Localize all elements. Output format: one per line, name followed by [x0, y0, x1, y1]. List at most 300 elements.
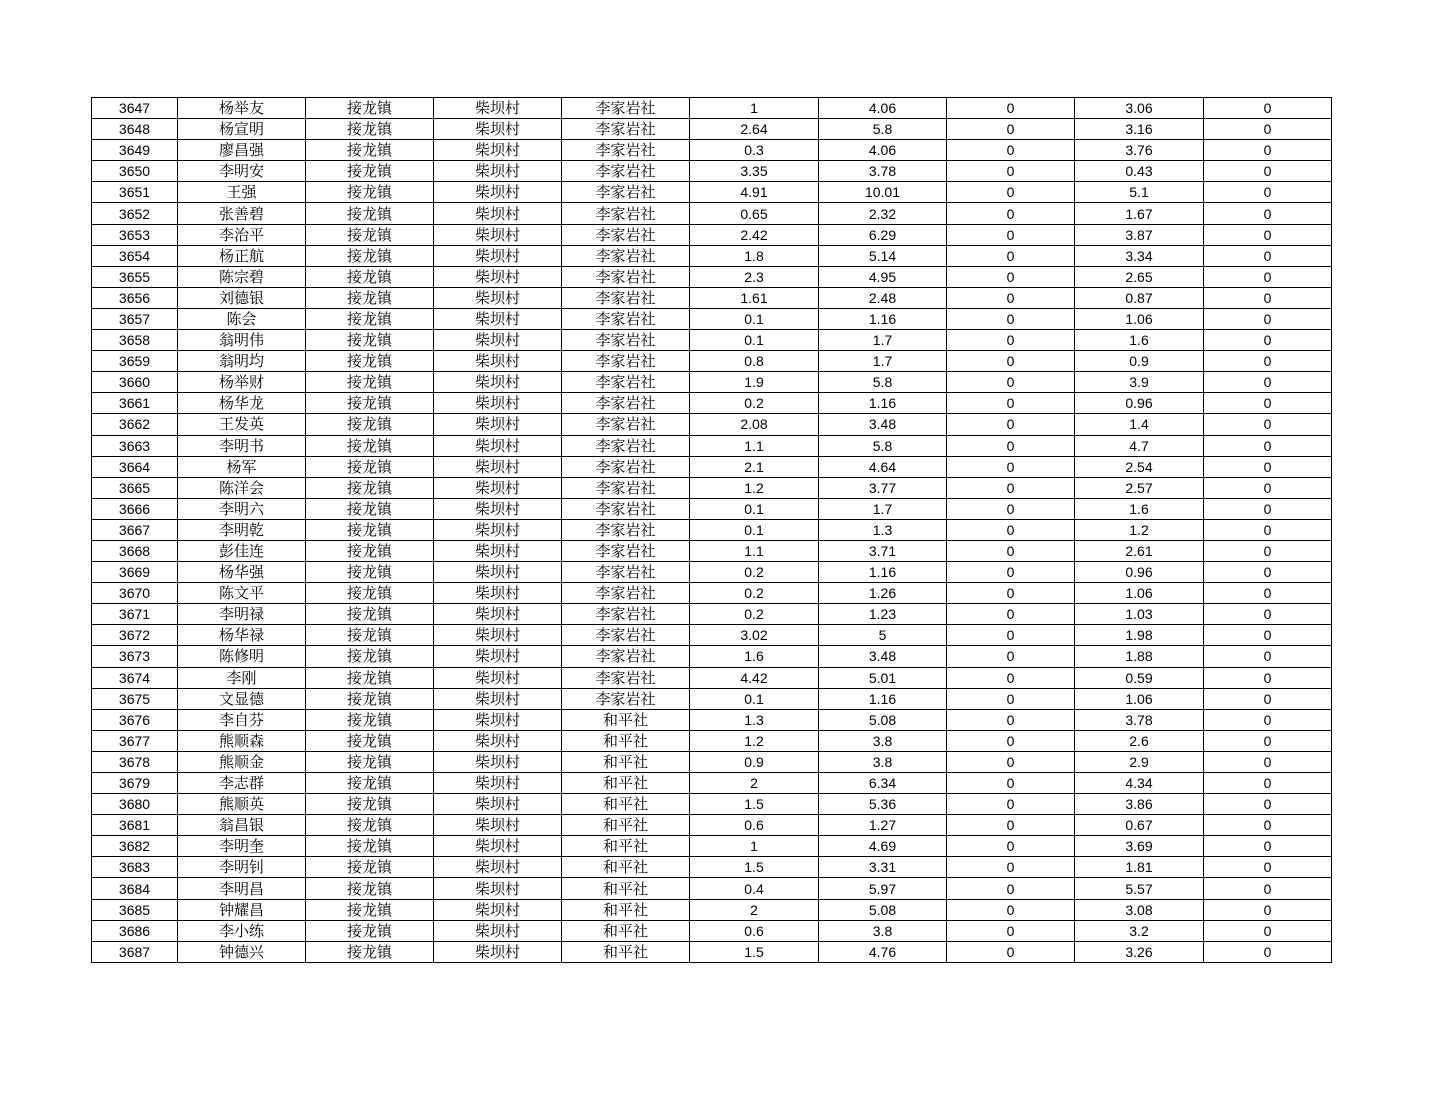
cell-row-number: 3686	[92, 920, 178, 941]
cell-value-e: 0	[1204, 245, 1332, 266]
cell-village: 柴坝村	[434, 330, 562, 351]
cell-value-c: 0	[947, 688, 1075, 709]
cell-town: 接龙镇	[306, 351, 434, 372]
cell-village: 柴坝村	[434, 140, 562, 161]
cell-row-number: 3655	[92, 266, 178, 287]
cell-value-e: 0	[1204, 730, 1332, 751]
cell-community: 李家岩社	[562, 583, 690, 604]
cell-name: 李小练	[178, 920, 306, 941]
cell-value-c: 0	[947, 498, 1075, 519]
cell-value-a: 1.5	[690, 794, 819, 815]
table-row	[92, 625, 1332, 646]
cell-value-d: 3.08	[1075, 899, 1204, 920]
cell-row-number: 3665	[92, 477, 178, 498]
cell-row-number: 3677	[92, 730, 178, 751]
cell-village: 柴坝村	[434, 604, 562, 625]
table-row	[92, 583, 1332, 604]
cell-name: 杨华强	[178, 562, 306, 583]
cell-community: 李家岩社	[562, 540, 690, 561]
cell-name: 李自芬	[178, 709, 306, 730]
cell-community: 李家岩社	[562, 456, 690, 477]
table-row	[92, 98, 1332, 119]
cell-village: 柴坝村	[434, 393, 562, 414]
cell-town: 接龙镇	[306, 625, 434, 646]
cell-row-number: 3687	[92, 941, 178, 962]
cell-village: 柴坝村	[434, 308, 562, 329]
cell-row-number: 3679	[92, 773, 178, 794]
table-row	[92, 498, 1332, 519]
table-row	[92, 857, 1332, 878]
cell-name: 李明书	[178, 435, 306, 456]
cell-value-c: 0	[947, 287, 1075, 308]
cell-value-b: 2.32	[819, 203, 947, 224]
cell-town: 接龙镇	[306, 941, 434, 962]
cell-town: 接龙镇	[306, 920, 434, 941]
cell-row-number: 3648	[92, 119, 178, 140]
cell-town: 接龙镇	[306, 583, 434, 604]
cell-community: 李家岩社	[562, 519, 690, 540]
cell-value-a: 0.9	[690, 751, 819, 772]
table-row	[92, 519, 1332, 540]
cell-community: 李家岩社	[562, 477, 690, 498]
cell-value-c: 0	[947, 773, 1075, 794]
cell-value-d: 3.69	[1075, 836, 1204, 857]
cell-value-d: 5.57	[1075, 878, 1204, 899]
cell-value-a: 2	[690, 899, 819, 920]
cell-value-d: 3.16	[1075, 119, 1204, 140]
cell-value-c: 0	[947, 393, 1075, 414]
cell-value-c: 0	[947, 878, 1075, 899]
cell-name: 钟德兴	[178, 941, 306, 962]
cell-row-number: 3683	[92, 857, 178, 878]
cell-value-d: 1.06	[1075, 688, 1204, 709]
cell-village: 柴坝村	[434, 751, 562, 772]
cell-town: 接龙镇	[306, 815, 434, 836]
cell-value-c: 0	[947, 667, 1075, 688]
cell-village: 柴坝村	[434, 878, 562, 899]
cell-value-b: 4.95	[819, 266, 947, 287]
cell-value-e: 0	[1204, 372, 1332, 393]
cell-value-b: 1.16	[819, 688, 947, 709]
cell-value-b: 5.36	[819, 794, 947, 815]
cell-value-c: 0	[947, 224, 1075, 245]
table-row	[92, 878, 1332, 899]
table-row	[92, 351, 1332, 372]
table-row	[92, 456, 1332, 477]
cell-name: 李刚	[178, 667, 306, 688]
cell-value-b: 3.8	[819, 751, 947, 772]
cell-row-number: 3664	[92, 456, 178, 477]
cell-value-e: 0	[1204, 161, 1332, 182]
cell-value-d: 1.2	[1075, 519, 1204, 540]
cell-value-b: 4.76	[819, 941, 947, 962]
cell-value-a: 2.3	[690, 266, 819, 287]
cell-value-e: 0	[1204, 562, 1332, 583]
cell-value-c: 0	[947, 730, 1075, 751]
cell-row-number: 3678	[92, 751, 178, 772]
cell-value-b: 3.8	[819, 920, 947, 941]
cell-value-a: 0.6	[690, 815, 819, 836]
cell-community: 和平社	[562, 709, 690, 730]
table-row	[92, 688, 1332, 709]
cell-value-b: 3.31	[819, 857, 947, 878]
cell-row-number: 3654	[92, 245, 178, 266]
cell-value-b: 5.97	[819, 878, 947, 899]
cell-row-number: 3651	[92, 182, 178, 203]
table-row	[92, 182, 1332, 203]
cell-value-b: 3.48	[819, 414, 947, 435]
cell-village: 柴坝村	[434, 372, 562, 393]
cell-name: 翁明伟	[178, 330, 306, 351]
cell-value-d: 0.59	[1075, 667, 1204, 688]
cell-value-a: 4.91	[690, 182, 819, 203]
cell-value-c: 0	[947, 119, 1075, 140]
cell-value-c: 0	[947, 920, 1075, 941]
cell-village: 柴坝村	[434, 583, 562, 604]
cell-value-b: 5.8	[819, 435, 947, 456]
cell-value-a: 1	[690, 836, 819, 857]
cell-name: 李明昌	[178, 878, 306, 899]
cell-row-number: 3663	[92, 435, 178, 456]
cell-value-a: 0.1	[690, 519, 819, 540]
cell-value-d: 1.81	[1075, 857, 1204, 878]
cell-village: 柴坝村	[434, 688, 562, 709]
cell-community: 李家岩社	[562, 245, 690, 266]
cell-value-d: 3.26	[1075, 941, 1204, 962]
cell-value-b: 5.08	[819, 899, 947, 920]
cell-town: 接龙镇	[306, 224, 434, 245]
cell-value-e: 0	[1204, 583, 1332, 604]
cell-row-number: 3653	[92, 224, 178, 245]
cell-value-e: 0	[1204, 477, 1332, 498]
cell-value-d: 3.78	[1075, 709, 1204, 730]
cell-name: 刘德银	[178, 287, 306, 308]
cell-value-a: 1.2	[690, 477, 819, 498]
cell-town: 接龙镇	[306, 646, 434, 667]
cell-value-b: 1.7	[819, 498, 947, 519]
cell-value-e: 0	[1204, 435, 1332, 456]
table-row	[92, 266, 1332, 287]
cell-value-d: 3.76	[1075, 140, 1204, 161]
cell-name: 杨正航	[178, 245, 306, 266]
cell-town: 接龙镇	[306, 266, 434, 287]
cell-name: 杨宣明	[178, 119, 306, 140]
cell-value-e: 0	[1204, 287, 1332, 308]
cell-community: 李家岩社	[562, 182, 690, 203]
cell-value-a: 2.42	[690, 224, 819, 245]
cell-community: 李家岩社	[562, 393, 690, 414]
cell-community: 和平社	[562, 836, 690, 857]
cell-value-c: 0	[947, 604, 1075, 625]
cell-value-a: 1.61	[690, 287, 819, 308]
table-row	[92, 414, 1332, 435]
cell-value-d: 0.67	[1075, 815, 1204, 836]
cell-value-e: 0	[1204, 266, 1332, 287]
cell-name: 杨举友	[178, 98, 306, 119]
cell-value-b: 5.08	[819, 709, 947, 730]
cell-value-b: 2.48	[819, 287, 947, 308]
cell-value-e: 0	[1204, 836, 1332, 857]
cell-value-d: 4.7	[1075, 435, 1204, 456]
cell-value-d: 0.43	[1075, 161, 1204, 182]
cell-row-number: 3649	[92, 140, 178, 161]
cell-value-b: 6.34	[819, 773, 947, 794]
cell-value-e: 0	[1204, 98, 1332, 119]
cell-row-number: 3660	[92, 372, 178, 393]
cell-value-b: 1.23	[819, 604, 947, 625]
table-row	[92, 372, 1332, 393]
cell-row-number: 3658	[92, 330, 178, 351]
cell-village: 柴坝村	[434, 287, 562, 308]
cell-name: 李明乾	[178, 519, 306, 540]
cell-town: 接龙镇	[306, 287, 434, 308]
cell-value-e: 0	[1204, 604, 1332, 625]
cell-town: 接龙镇	[306, 498, 434, 519]
cell-value-a: 3.35	[690, 161, 819, 182]
cell-town: 接龙镇	[306, 456, 434, 477]
cell-village: 柴坝村	[434, 456, 562, 477]
cell-value-e: 0	[1204, 667, 1332, 688]
cell-village: 柴坝村	[434, 161, 562, 182]
cell-row-number: 3676	[92, 709, 178, 730]
cell-town: 接龙镇	[306, 393, 434, 414]
cell-community: 李家岩社	[562, 625, 690, 646]
cell-value-d: 1.06	[1075, 583, 1204, 604]
cell-name: 李志群	[178, 773, 306, 794]
cell-value-a: 0.2	[690, 583, 819, 604]
cell-town: 接龙镇	[306, 119, 434, 140]
cell-name: 陈修明	[178, 646, 306, 667]
cell-community: 和平社	[562, 899, 690, 920]
cell-value-a: 0.3	[690, 140, 819, 161]
data-table	[91, 97, 1332, 963]
cell-village: 柴坝村	[434, 815, 562, 836]
cell-value-e: 0	[1204, 625, 1332, 646]
cell-value-e: 0	[1204, 140, 1332, 161]
cell-value-c: 0	[947, 519, 1075, 540]
cell-value-b: 1.7	[819, 330, 947, 351]
cell-village: 柴坝村	[434, 857, 562, 878]
cell-row-number: 3647	[92, 98, 178, 119]
cell-town: 接龙镇	[306, 98, 434, 119]
cell-town: 接龙镇	[306, 878, 434, 899]
table-row	[92, 667, 1332, 688]
cell-value-a: 1.3	[690, 709, 819, 730]
cell-community: 和平社	[562, 730, 690, 751]
cell-name: 张善碧	[178, 203, 306, 224]
table-row	[92, 435, 1332, 456]
cell-name: 陈洋会	[178, 477, 306, 498]
cell-community: 李家岩社	[562, 224, 690, 245]
cell-value-c: 0	[947, 751, 1075, 772]
cell-community: 李家岩社	[562, 604, 690, 625]
cell-value-e: 0	[1204, 794, 1332, 815]
cell-name: 李明安	[178, 161, 306, 182]
cell-village: 柴坝村	[434, 351, 562, 372]
cell-community: 和平社	[562, 773, 690, 794]
cell-value-e: 0	[1204, 414, 1332, 435]
cell-village: 柴坝村	[434, 730, 562, 751]
cell-town: 接龙镇	[306, 161, 434, 182]
cell-value-b: 1.3	[819, 519, 947, 540]
cell-value-c: 0	[947, 562, 1075, 583]
cell-value-e: 0	[1204, 182, 1332, 203]
table-row	[92, 815, 1332, 836]
cell-value-a: 1.1	[690, 540, 819, 561]
cell-value-c: 0	[947, 456, 1075, 477]
cell-value-d: 0.9	[1075, 351, 1204, 372]
cell-value-e: 0	[1204, 519, 1332, 540]
cell-row-number: 3684	[92, 878, 178, 899]
cell-value-e: 0	[1204, 308, 1332, 329]
cell-village: 柴坝村	[434, 266, 562, 287]
cell-town: 接龙镇	[306, 182, 434, 203]
cell-value-a: 3.02	[690, 625, 819, 646]
cell-community: 李家岩社	[562, 351, 690, 372]
cell-village: 柴坝村	[434, 519, 562, 540]
cell-value-b: 6.29	[819, 224, 947, 245]
cell-value-c: 0	[947, 857, 1075, 878]
cell-value-d: 2.54	[1075, 456, 1204, 477]
cell-community: 和平社	[562, 751, 690, 772]
cell-value-a: 1.5	[690, 857, 819, 878]
cell-community: 李家岩社	[562, 308, 690, 329]
table-row	[92, 836, 1332, 857]
cell-village: 柴坝村	[434, 498, 562, 519]
table-row	[92, 899, 1332, 920]
table-row	[92, 203, 1332, 224]
cell-value-a: 1.1	[690, 435, 819, 456]
cell-value-d: 3.34	[1075, 245, 1204, 266]
cell-town: 接龙镇	[306, 203, 434, 224]
cell-value-d: 1.88	[1075, 646, 1204, 667]
cell-value-e: 0	[1204, 920, 1332, 941]
cell-town: 接龙镇	[306, 709, 434, 730]
cell-village: 柴坝村	[434, 203, 562, 224]
cell-town: 接龙镇	[306, 751, 434, 772]
table-row	[92, 119, 1332, 140]
cell-value-a: 1.6	[690, 646, 819, 667]
cell-town: 接龙镇	[306, 519, 434, 540]
cell-name: 李明六	[178, 498, 306, 519]
cell-village: 柴坝村	[434, 773, 562, 794]
cell-value-d: 3.9	[1075, 372, 1204, 393]
cell-community: 李家岩社	[562, 203, 690, 224]
cell-row-number: 3662	[92, 414, 178, 435]
cell-value-c: 0	[947, 625, 1075, 646]
table-row	[92, 161, 1332, 182]
cell-village: 柴坝村	[434, 245, 562, 266]
cell-village: 柴坝村	[434, 709, 562, 730]
cell-name: 翁昌银	[178, 815, 306, 836]
table-row	[92, 393, 1332, 414]
cell-community: 李家岩社	[562, 161, 690, 182]
cell-row-number: 3668	[92, 540, 178, 561]
cell-town: 接龙镇	[306, 688, 434, 709]
cell-value-d: 0.96	[1075, 393, 1204, 414]
cell-value-d: 3.2	[1075, 920, 1204, 941]
cell-community: 李家岩社	[562, 266, 690, 287]
cell-name: 陈宗碧	[178, 266, 306, 287]
cell-town: 接龙镇	[306, 330, 434, 351]
cell-value-a: 1.2	[690, 730, 819, 751]
table-row	[92, 562, 1332, 583]
cell-row-number: 3685	[92, 899, 178, 920]
cell-name: 廖昌强	[178, 140, 306, 161]
cell-value-e: 0	[1204, 498, 1332, 519]
cell-name: 李明奎	[178, 836, 306, 857]
cell-value-c: 0	[947, 182, 1075, 203]
cell-village: 柴坝村	[434, 540, 562, 561]
cell-name: 杨举财	[178, 372, 306, 393]
cell-village: 柴坝村	[434, 414, 562, 435]
cell-value-d: 3.06	[1075, 98, 1204, 119]
cell-value-a: 0.8	[690, 351, 819, 372]
cell-value-b: 1.27	[819, 815, 947, 836]
cell-town: 接龙镇	[306, 372, 434, 393]
cell-town: 接龙镇	[306, 540, 434, 561]
cell-value-a: 0.6	[690, 920, 819, 941]
table-row	[92, 794, 1332, 815]
cell-town: 接龙镇	[306, 140, 434, 161]
cell-value-c: 0	[947, 330, 1075, 351]
cell-value-b: 1.26	[819, 583, 947, 604]
cell-community: 和平社	[562, 920, 690, 941]
cell-row-number: 3672	[92, 625, 178, 646]
cell-value-e: 0	[1204, 224, 1332, 245]
cell-community: 和平社	[562, 878, 690, 899]
cell-village: 柴坝村	[434, 182, 562, 203]
table-row	[92, 604, 1332, 625]
cell-value-c: 0	[947, 941, 1075, 962]
cell-value-c: 0	[947, 836, 1075, 857]
cell-value-c: 0	[947, 140, 1075, 161]
cell-value-e: 0	[1204, 540, 1332, 561]
cell-town: 接龙镇	[306, 562, 434, 583]
cell-value-a: 0.2	[690, 604, 819, 625]
cell-row-number: 3681	[92, 815, 178, 836]
cell-name: 熊顺英	[178, 794, 306, 815]
cell-name: 翁明均	[178, 351, 306, 372]
table-row	[92, 941, 1332, 962]
cell-community: 李家岩社	[562, 98, 690, 119]
cell-village: 柴坝村	[434, 667, 562, 688]
cell-value-c: 0	[947, 308, 1075, 329]
cell-value-c: 0	[947, 351, 1075, 372]
cell-value-c: 0	[947, 98, 1075, 119]
cell-community: 李家岩社	[562, 688, 690, 709]
cell-value-a: 1.8	[690, 245, 819, 266]
cell-value-d: 3.87	[1075, 224, 1204, 245]
cell-value-a: 2.08	[690, 414, 819, 435]
cell-row-number: 3670	[92, 583, 178, 604]
cell-value-d: 4.34	[1075, 773, 1204, 794]
cell-row-number: 3669	[92, 562, 178, 583]
cell-community: 和平社	[562, 941, 690, 962]
cell-name: 钟耀昌	[178, 899, 306, 920]
cell-value-a: 0.2	[690, 562, 819, 583]
cell-village: 柴坝村	[434, 836, 562, 857]
cell-name: 熊顺森	[178, 730, 306, 751]
cell-town: 接龙镇	[306, 836, 434, 857]
table-row	[92, 245, 1332, 266]
cell-value-d: 1.6	[1075, 330, 1204, 351]
cell-value-a: 0.65	[690, 203, 819, 224]
table-row	[92, 730, 1332, 751]
table-row	[92, 287, 1332, 308]
cell-town: 接龙镇	[306, 604, 434, 625]
cell-name: 王强	[178, 182, 306, 203]
